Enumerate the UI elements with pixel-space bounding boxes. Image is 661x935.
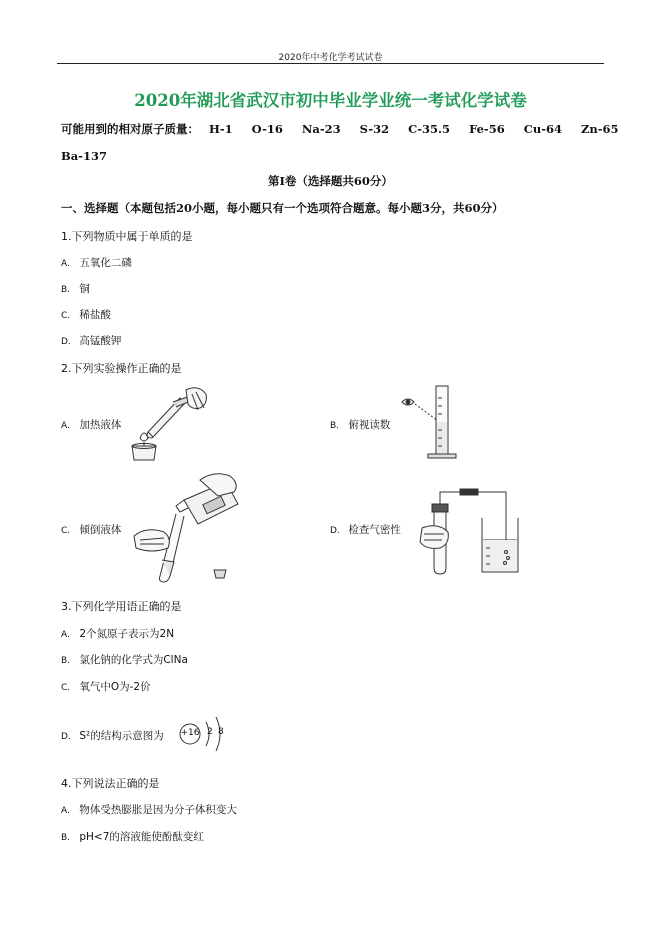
option-text: 2个氮原子表示为2N <box>79 628 175 640</box>
heating-liquid-figure <box>118 380 210 462</box>
option-letter: D. <box>330 526 340 536</box>
option-letter: C. <box>61 526 71 536</box>
question-stem: 1.下列物质中属于单质的是 <box>61 230 193 243</box>
option-text: 倾倒液体 <box>79 524 122 536</box>
option-letter: A. <box>61 806 70 816</box>
option-text: 高锰酸钾 <box>79 335 122 347</box>
option-text: 加热液体 <box>79 419 122 431</box>
atomic-mass-item: Zn-65 <box>581 122 619 136</box>
part-title: 一、选择题（本题包括20小题，每小题只有一个选项符合题意。每小题3分，共60分） <box>61 201 504 215</box>
atomic-mass-item: C-35.5 <box>408 122 451 136</box>
atomic-masses-line <box>61 121 638 137</box>
question-stem: 4.下列说法正确的是 <box>61 777 160 790</box>
option-text: 物体受热膨胀是因为分子体积变大 <box>79 804 237 816</box>
option-letter: B. <box>61 285 71 295</box>
pouring-liquid-figure <box>130 470 250 586</box>
atomic-mass-item: Fe-56 <box>469 122 505 136</box>
option <box>61 255 132 270</box>
option-letter: C. <box>61 311 71 321</box>
option-letter: A. <box>61 421 70 431</box>
sulfur-ion-diagram <box>176 712 236 756</box>
option <box>61 417 121 432</box>
option-letter: A. <box>61 259 70 269</box>
airtightness-check-figure <box>410 488 522 576</box>
option-text: 铜 <box>79 283 90 295</box>
question-stem: 2.下列实验操作正确的是 <box>61 362 182 375</box>
reading-cylinder-figure <box>398 384 468 462</box>
atomic-mass-item: S-32 <box>359 122 390 136</box>
question-stem: 3.下列化学用语正确的是 <box>61 600 182 613</box>
running-header: 2020年中考化学考试试卷 <box>278 53 383 63</box>
header-divider <box>57 63 604 64</box>
atomic-mass-item: H-1 <box>209 122 233 136</box>
shell-electron-count: 8 <box>218 727 224 737</box>
shell-electron-count: 2 <box>207 727 213 737</box>
option-letter: B. <box>61 833 71 843</box>
option-text: pH<7的溶液能使酚酞变红 <box>79 831 204 843</box>
atomic-masses-label: 可能用到的相对原子质量： <box>61 122 199 136</box>
option <box>330 417 390 432</box>
option-text: 氧气中O为-2价 <box>79 681 151 693</box>
option <box>61 679 151 694</box>
option <box>61 626 174 641</box>
option-text: 检查气密性 <box>348 524 401 536</box>
option-text: 俯视读数 <box>348 419 391 431</box>
option-text: 稀盐酸 <box>79 309 111 321</box>
option-text: S²的结构示意图为 <box>79 730 164 742</box>
atomic-mass-item: O-16 <box>251 122 283 136</box>
atomic-mass-item: Na-23 <box>301 122 341 136</box>
option <box>61 802 237 817</box>
option <box>61 652 188 667</box>
option <box>330 522 401 537</box>
option-text: 五氧化二磷 <box>79 257 132 269</box>
option-letter: C. <box>61 683 71 693</box>
option <box>61 333 121 348</box>
option <box>61 829 204 844</box>
atomic-mass-extra: Ba-137 <box>61 149 107 163</box>
option-letter: A. <box>61 630 70 640</box>
option <box>61 728 164 743</box>
section-title: 第I卷（选择题共60分） <box>268 174 393 188</box>
atomic-mass-item: Cu-64 <box>523 122 562 136</box>
option <box>61 307 111 322</box>
page-title: 2020年湖北省武汉市初中毕业学业统一考试化学试卷 <box>134 91 527 110</box>
option <box>61 522 121 537</box>
option-letter: D. <box>61 337 71 347</box>
option-text: 氯化钠的化学式为ClNa <box>79 654 188 666</box>
option-letter: B. <box>330 421 340 431</box>
option <box>61 281 90 296</box>
option-letter: B. <box>61 656 71 666</box>
option-letter: D. <box>61 732 71 742</box>
nucleus-charge: +16 <box>180 728 200 738</box>
